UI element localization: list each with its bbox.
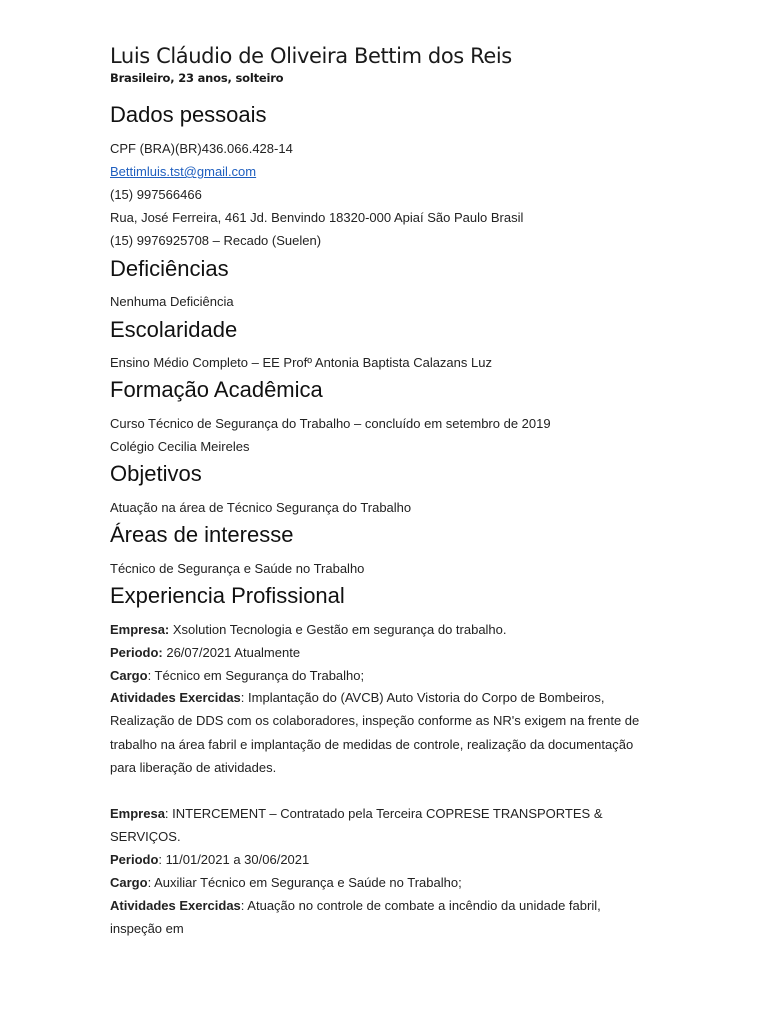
- job1-activities: [110, 690, 605, 705]
- job2-role-value: : Auxiliar Técnico em Segurança e Saúde no Trabalho;: [147, 875, 462, 890]
- job2-role-label: Cargo: [110, 875, 148, 890]
- job2-role: [110, 875, 462, 890]
- academic-school: Colégio Cecilia Meireles: [110, 439, 250, 454]
- job2-activities-line1: : Atuação no controle de combate a incêndio da unidade fabril,: [240, 898, 601, 913]
- experience-heading: Experiencia Profissional: [110, 583, 345, 608]
- disabilities-heading: Deficiências: [110, 256, 229, 281]
- job1-role: [110, 668, 364, 683]
- job1-period: [110, 645, 300, 660]
- disabilities-text: Nenhuma Deficiência: [110, 294, 234, 309]
- objectives-heading: Objetivos: [110, 461, 202, 486]
- job1-period-value: 26/07/2021 Atualmente: [162, 645, 301, 660]
- job2-activities: [110, 898, 601, 913]
- email-link-text[interactable]: Bettimluis.tst@gmail.com: [110, 164, 257, 179]
- schooling-text: Ensino Médio Completo – EE Profº Antonia Baptista Calazans Luz: [110, 355, 492, 370]
- candidate-name: Luis Cláudio de Oliveira Bettim dos Reis: [110, 44, 512, 68]
- job1-activities-line1: : Implantação do (AVCB) Auto Vistoria do Corpo de Bombeiros,: [240, 690, 605, 705]
- job2-period-value: : 11/01/2021 a 30/06/2021: [158, 852, 310, 867]
- email-link[interactable]: [110, 164, 256, 179]
- cpf-text: CPF (BRA)(BR)436.066.428-14: [110, 141, 293, 156]
- message-phone-text: (15) 9976925708 – Recado (Suelen): [110, 233, 322, 248]
- job1-company: [110, 622, 507, 637]
- job1-period-label: Periodo:: [110, 645, 163, 660]
- job2-activities-label: Atividades Exercidas: [110, 898, 241, 913]
- academic-course: Curso Técnico de Segurança do Trabalho – concluído em setembro de 2019: [110, 416, 551, 431]
- candidate-summary: Brasileiro, 23 anos, solteiro: [110, 71, 284, 85]
- job1-activities-line4: para liberação de atividades.: [110, 760, 277, 775]
- job1-role-label: Cargo: [110, 668, 148, 683]
- job1-company-label: Empresa:: [110, 622, 170, 637]
- phone-text: (15) 997566466: [110, 187, 202, 202]
- objectives-text: Atuação na área de Técnico Segurança do Trabalho: [110, 500, 412, 515]
- job1-role-value: : Técnico em Segurança do Trabalho;: [147, 668, 365, 683]
- job1-activities-label: Atividades Exercidas: [110, 690, 241, 705]
- job2-period: [110, 852, 309, 867]
- personal-data-heading: Dados pessoais: [110, 102, 267, 127]
- job2-company-label: Empresa: [110, 806, 165, 821]
- interests-text: Técnico de Segurança e Saúde no Trabalho: [110, 561, 365, 576]
- job2-company-line2: SERVIÇOS.: [110, 829, 181, 844]
- academic-heading: Formação Acadêmica: [110, 377, 323, 402]
- job2-period-label: Periodo: [110, 852, 159, 867]
- job1-company-value: Xsolution Tecnologia e Gestão em segurança do trabalho.: [169, 622, 507, 637]
- job2-company: [110, 806, 603, 821]
- job1-activities-line2: Realização de DDS com os colaboradores, inspeção conforme as NR's exigem na frente de: [110, 713, 640, 728]
- schooling-heading: Escolaridade: [110, 317, 238, 342]
- address-text: Rua, José Ferreira, 461 Jd. Benvindo 18320-000 Apiaí São Paulo Brasil: [110, 210, 524, 225]
- job2-company-line1: : INTERCEMENT – Contratado pela Terceira COPRESE TRANSPORTES &: [164, 806, 603, 821]
- job2-activities-line2: inspeção em: [110, 921, 184, 936]
- job1-activities-line3: trabalho na área fabril e implantação de medidas de controle, realização da documentação: [110, 737, 634, 752]
- interests-heading: Áreas de interesse: [110, 522, 294, 547]
